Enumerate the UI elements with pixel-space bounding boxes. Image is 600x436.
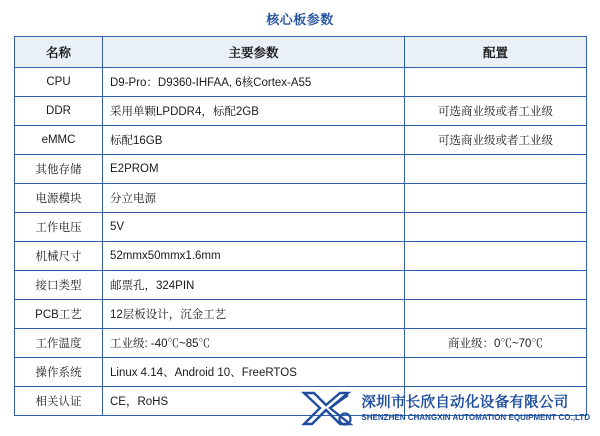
cell-config (405, 300, 587, 329)
table-row (15, 271, 587, 300)
cell-param: 邮票孔，324PIN (103, 271, 405, 300)
company-name-cn: 深圳市长欣自动化设备有限公司 (361, 395, 569, 412)
cell-name: 机械尺寸 (15, 242, 103, 271)
cell-param: E2PROM (103, 155, 405, 184)
column-header-name: 名称 (15, 37, 103, 68)
table-header-row (15, 37, 587, 68)
cell-config (405, 358, 587, 387)
table-row (15, 155, 587, 184)
cell-config (405, 68, 587, 97)
cell-config (405, 271, 587, 300)
cell-config: 可选商业级或者工业级 (405, 126, 587, 155)
cell-param: 52mmx50mmx1.6mm (103, 242, 405, 271)
cell-config (405, 155, 587, 184)
cell-name: 其他存储 (15, 155, 103, 184)
table-row (15, 184, 587, 213)
column-header-config: 配置 (405, 37, 587, 68)
cell-config: 商业级：0℃~70℃ (405, 329, 587, 358)
cell-name: 接口类型 (15, 271, 103, 300)
table-row (15, 97, 587, 126)
cell-name: 工作温度 (15, 329, 103, 358)
table-row (15, 329, 587, 358)
cell-name: 电源模块 (15, 184, 103, 213)
cell-param: 工业级: -40℃~85℃ (103, 329, 405, 358)
cell-name: PCB工艺 (15, 300, 103, 329)
company-name-en: SHENZHEN CHANGXIN AUTOMATION EQUIPMENT CO.,LTD (361, 412, 590, 422)
table-row (15, 387, 587, 416)
table-row (15, 242, 587, 271)
table-row (15, 358, 587, 387)
table-row (15, 300, 587, 329)
cell-name: DDR (15, 97, 103, 126)
cell-param: 5V (103, 213, 405, 242)
cell-name: 操作系统 (15, 358, 103, 387)
cell-config (405, 387, 587, 416)
table-row (15, 68, 587, 97)
cell-config: 可选商业级或者工业级 (405, 97, 587, 126)
column-header-param: 主要参数 (103, 37, 405, 68)
cell-param: 标配16GB (103, 126, 405, 155)
cell-param: D9-Pro：D9360-IHFAA, 6核Cortex-A55 (103, 68, 405, 97)
cell-param: 12层板设计，沉金工艺 (103, 300, 405, 329)
cell-param: 分立电源 (103, 184, 405, 213)
cell-param: CE，RoHS (103, 387, 405, 416)
spec-table (14, 36, 587, 416)
cell-config (405, 184, 587, 213)
cell-param: 采用单颗LPDDR4，标配2GB (103, 97, 405, 126)
table-row (15, 126, 587, 155)
spec-table-container (0, 36, 600, 416)
cell-param: Linux 4.14、Android 10、FreeRTOS (103, 358, 405, 387)
cell-config (405, 213, 587, 242)
cell-name: CPU (15, 68, 103, 97)
table-row (15, 213, 587, 242)
page-title: 核心板参数 (266, 12, 334, 27)
cell-config (405, 242, 587, 271)
cell-name: eMMC (15, 126, 103, 155)
cell-name: 相关认证 (15, 387, 103, 416)
cell-name: 工作电压 (15, 213, 103, 242)
